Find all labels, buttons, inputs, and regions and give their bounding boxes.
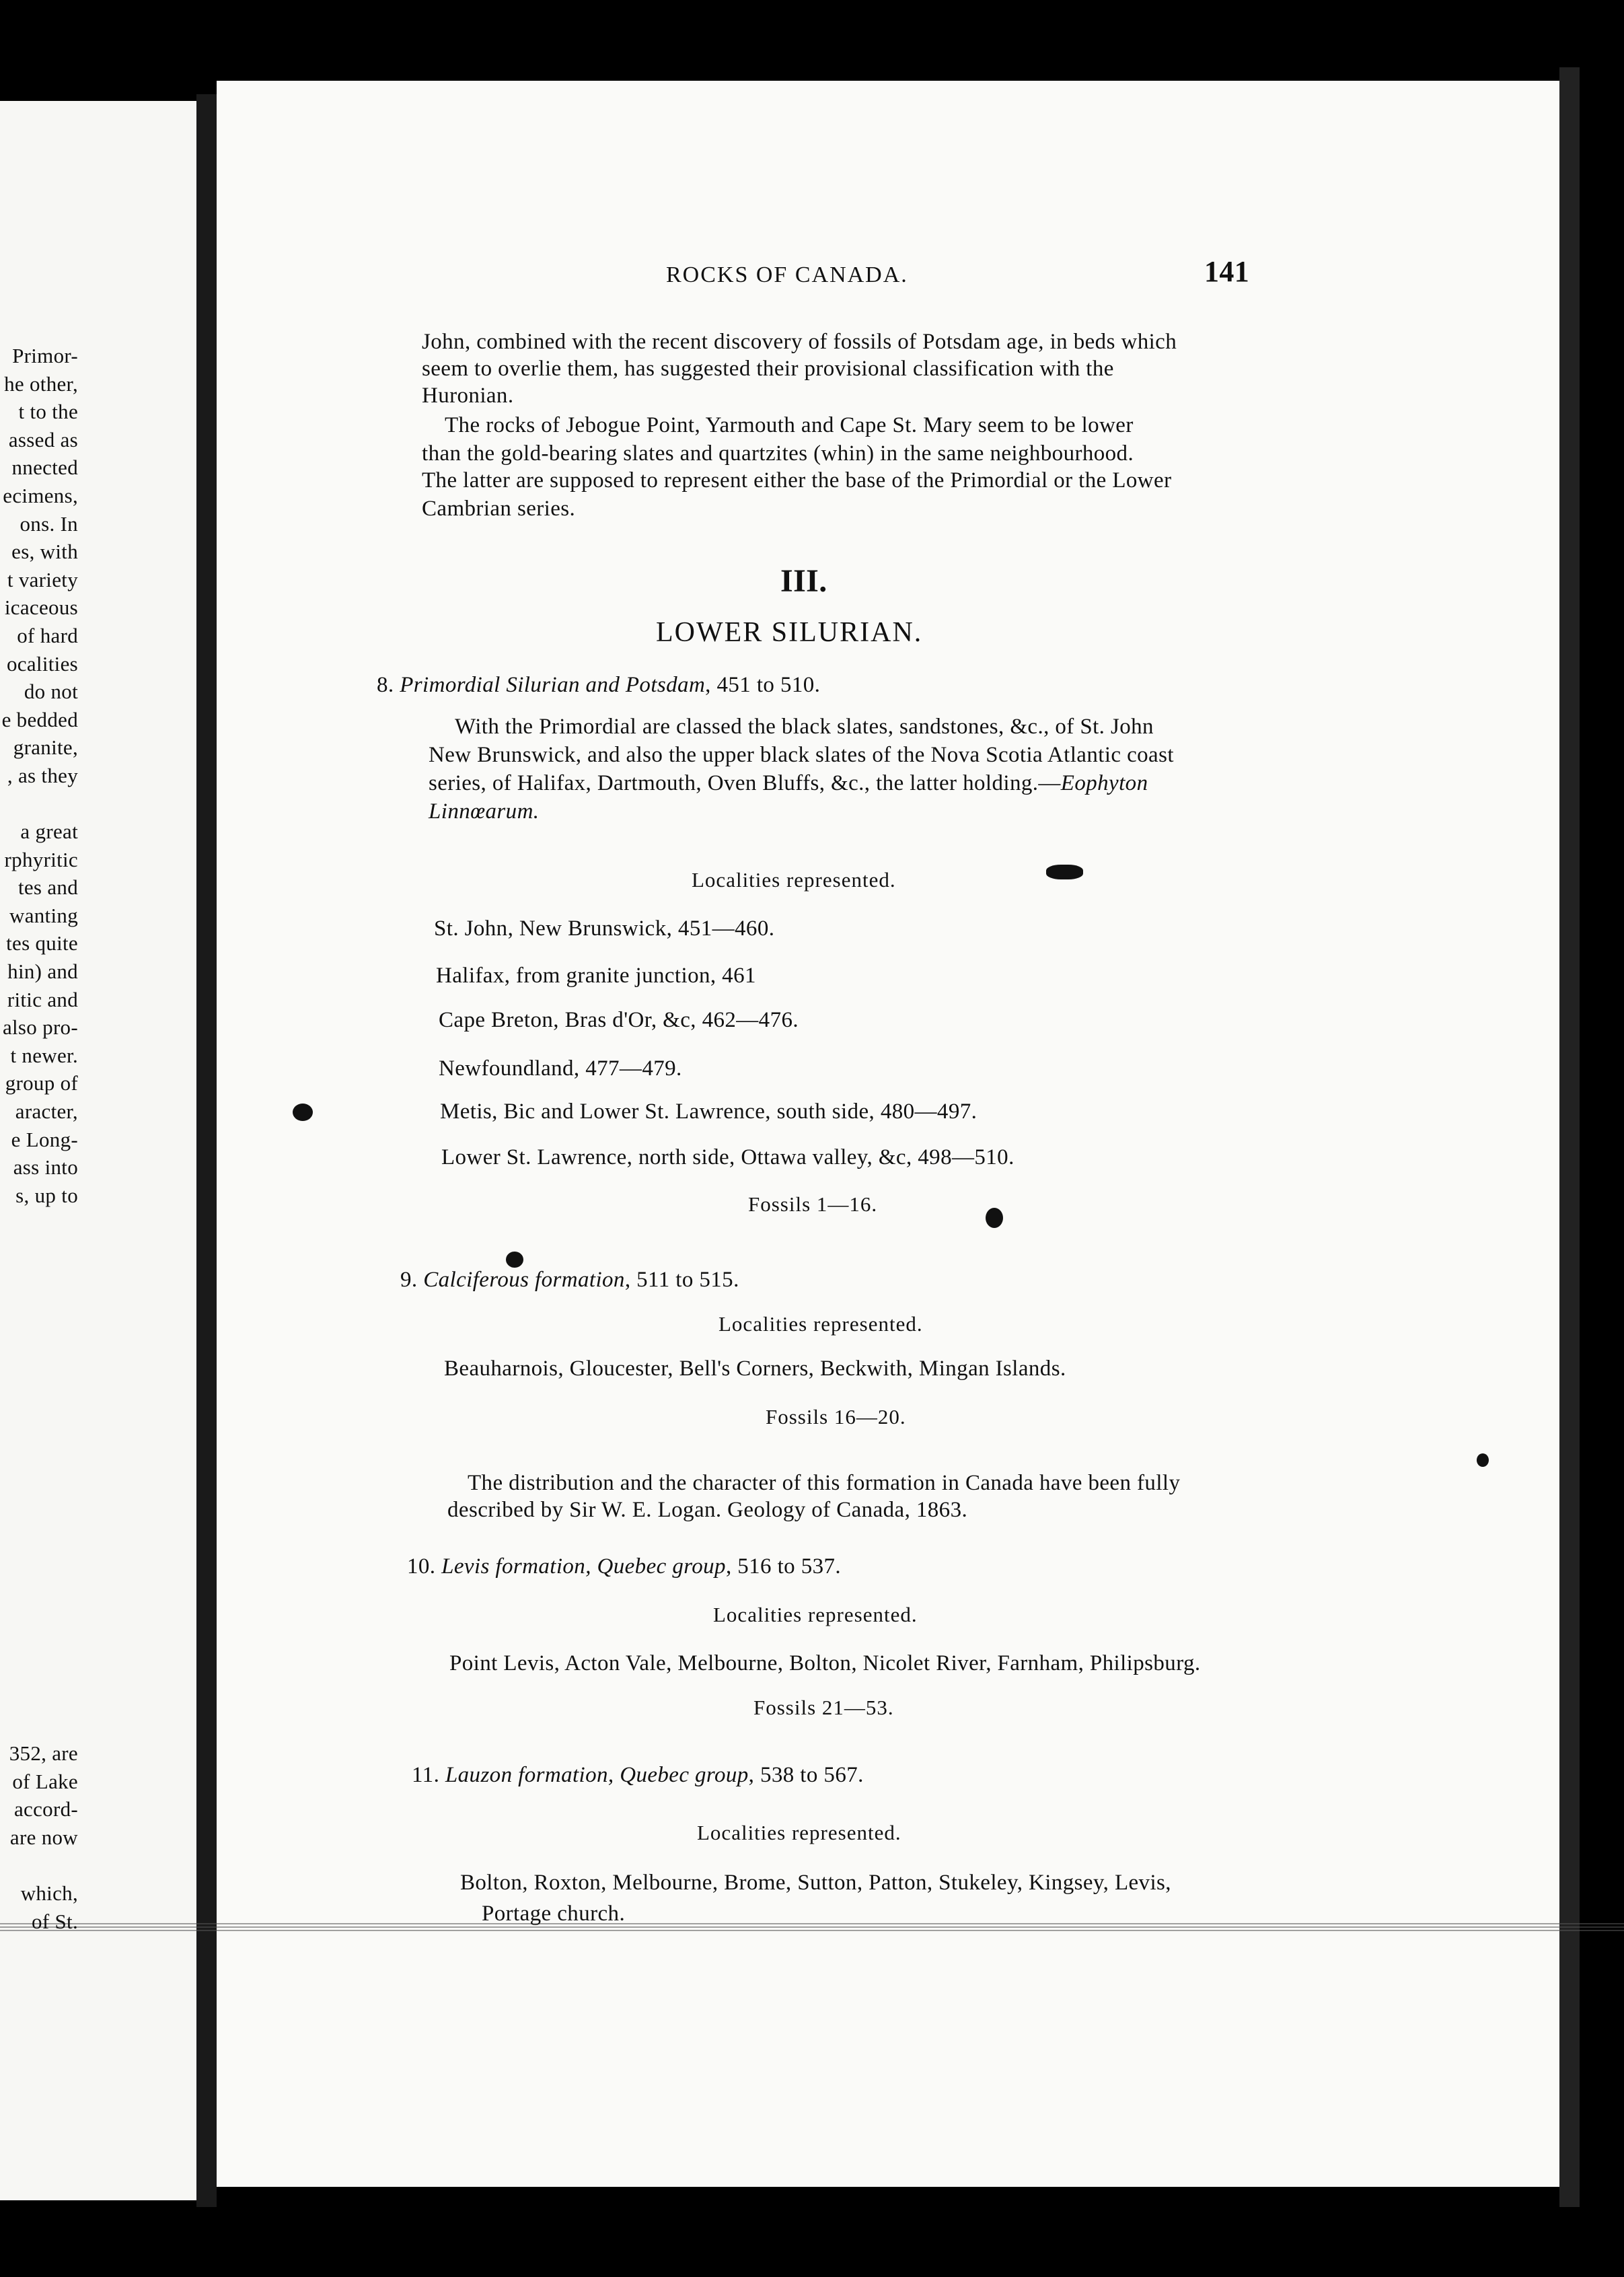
s11-name: Lauzon formation, Quebec group (445, 1763, 749, 1787)
intro-line-1: John, combined with the recent discovery of fossils of Potsdam age, in beds which (422, 330, 1177, 354)
left-page-fragment-line: accord- (13, 1797, 78, 1821)
left-page-fragment-line: ocalities (7, 651, 78, 676)
s8-number: 8. (377, 673, 394, 697)
s8-name: Primordial Silurian and Potsdam (400, 673, 706, 697)
ink-blot (1046, 865, 1083, 879)
left-page-fragment-line: granite, (13, 735, 78, 760)
left-page-fragment-line: t newer. (10, 1043, 78, 1067)
s10-heading (407, 1554, 841, 1579)
left-page-fragment-line: of hard (17, 623, 78, 647)
left-page-fragment-line: 352, are (9, 1741, 78, 1765)
left-page-fragment-line: tes and (17, 875, 78, 900)
left-page-fragment-line: which, (20, 1881, 78, 1905)
ink-blot (293, 1104, 313, 1121)
s8-locality-3: Cape Breton, Bras d'Or, &c, 462—476. (439, 1008, 799, 1032)
s8-para-line-1: With the Primordial are classed the black slates, sandstones, &c., of St. John (455, 715, 1154, 739)
left-page-fragments-bottom (9, 1739, 78, 1935)
s11-range: , 538 to 567. (748, 1763, 864, 1787)
left-page-fragment-line: e bedded (1, 707, 78, 731)
left-page-fragment-line: rphyritic (4, 847, 78, 871)
ink-blot (1477, 1453, 1489, 1467)
s9-number: 9. (400, 1268, 418, 1292)
page-gutter (196, 94, 217, 2207)
left-page-fragment-line: a great (20, 820, 78, 844)
s10-range: , 516 to 537. (725, 1554, 842, 1579)
left-page-fragment-line: he other, (4, 371, 78, 396)
left-page-fragment-line: tes quite (6, 931, 78, 955)
left-page-fragment-line: ass into (13, 1155, 78, 1180)
s8-para-line-2: New Brunswick, and also the upper black slates of the Nova Scotia Atlantic coast (429, 743, 1174, 767)
left-page-fragment-line: aracter, (15, 1099, 78, 1124)
left-page-fragment-line: hin) and (7, 960, 78, 984)
left-page-fragment-line: , as they (7, 763, 78, 787)
s10-name: Levis formation, Quebec group (441, 1554, 726, 1579)
s9-para-line-2: described by Sir W. E. Logan. Geology of Canada, 1863. (447, 1498, 968, 1522)
left-page-fragment-line: assed as (8, 427, 78, 451)
left-page-fragment-line: wanting (9, 903, 78, 927)
intro-line-7: Cambrian series. (422, 497, 576, 521)
s9-localities-heading: Localities represented. (718, 1312, 923, 1336)
s8-para-line-3-text: series, of Halifax, Dartmouth, Oven Bluffs, &c., the latter holding.— (429, 771, 1061, 795)
left-page-fragment-line: s, up to (15, 1183, 78, 1207)
s10-number: 10. (407, 1554, 436, 1579)
s9-name: Calciferous formation (423, 1268, 625, 1292)
left-page-fragment-line: t to the (18, 400, 78, 424)
s11-heading (412, 1763, 864, 1788)
s8-fossils: Fossils 1—16. (748, 1192, 878, 1216)
s8-para-italic: Eophyton (1060, 771, 1148, 795)
intro-line-6: The latter are supposed to represent either the base of the Primordial or the Lower (422, 468, 1172, 493)
s8-locality-4: Newfoundland, 477—479. (439, 1056, 682, 1081)
left-page-fragment-line: of Lake (12, 1769, 78, 1793)
s8-locality-5: Metis, Bic and Lower St. Lawrence, south side, 480—497. (440, 1099, 977, 1124)
section-roman-numeral: III. (780, 563, 827, 599)
ink-blot (986, 1208, 1003, 1228)
s11-localities-line-1: Bolton, Roxton, Melbourne, Brome, Sutton, Patton, Stukeley, Kingsey, Levis, (460, 1871, 1171, 1895)
left-page-fragment-line (9, 1851, 78, 1879)
s11-number: 11. (412, 1763, 440, 1787)
intro-line-5: than the gold-bearing slates and quartzites (whin) in the same neighbourhood. (422, 441, 1134, 466)
ink-blot (506, 1252, 523, 1268)
left-page-fragment-line: t variety (7, 567, 78, 591)
s9-para-line-1: The distribution and the character of this formation in Canada have been fully (468, 1471, 1181, 1495)
left-page-fragment-line: e Long- (11, 1127, 78, 1151)
s11-localities-heading: Localities represented. (697, 1821, 901, 1844)
left-page-fragment-line: nnected (11, 456, 78, 480)
left-page-fragment-line: do not (24, 680, 78, 704)
intro-line-2: seem to overlie them, has suggested their provisional classification with the (422, 357, 1114, 381)
left-page-fragment-line: es, with (11, 540, 78, 564)
s10-localities-heading: Localities represented. (713, 1603, 918, 1626)
s9-range: , 511 to 515. (624, 1268, 739, 1292)
s9-heading (400, 1268, 739, 1293)
left-page-fragment-line: are now (9, 1825, 78, 1849)
page-edge (1559, 67, 1580, 2207)
s10-localities: Point Levis, Acton Vale, Melbourne, Bolton, Nicolet River, Farnham, Philipsburg. (449, 1651, 1201, 1675)
running-title: ROCKS OF CANADA. (666, 262, 908, 287)
left-page-fragment-line: group of (5, 1071, 78, 1095)
s8-para-line-3 (429, 771, 1148, 796)
s8-locality-1: St. John, New Brunswick, 451—460. (434, 916, 775, 941)
s8-localities-heading: Localities represented. (692, 868, 896, 892)
s9-localities: Beauharnois, Gloucester, Bell's Corners, Beckwith, Mingan Islands. (444, 1357, 1066, 1381)
s9-fossils: Fossils 16—20. (766, 1405, 906, 1429)
scan-line-artifact (0, 1923, 1624, 1935)
left-page-fragment-line: also pro- (2, 1015, 78, 1040)
left-page-fragment-line: of St. (32, 1909, 78, 1933)
page-number: 141 (1204, 255, 1250, 288)
s8-locality-6: Lower St. Lawrence, north side, Ottawa valley, &c, 498—510. (441, 1145, 1014, 1169)
s8-range: , 451 to 510. (705, 673, 821, 697)
s8-heading (377, 673, 820, 698)
s8-locality-2: Halifax, from granite junction, 461 (436, 964, 756, 988)
left-page-fragment-line (2, 790, 78, 818)
section-title: LOWER SILURIAN. (656, 617, 923, 648)
s11-localities-line-2: Portage church. (482, 1902, 626, 1926)
left-page-fragments-top (2, 342, 78, 1209)
left-page-fragment-line: ritic and (7, 987, 78, 1011)
intro-line-3: Huronian. (422, 384, 514, 408)
left-page-fragment-line: ons. In (20, 511, 78, 536)
left-page-fragment-line: Primor- (12, 344, 78, 367)
s10-fossils: Fossils 21—53. (753, 1696, 894, 1719)
intro-line-4: The rocks of Jebogue Point, Yarmouth and Cape St. Mary seem to be lower (445, 413, 1134, 437)
s8-para-line-4: Linnœarum. (429, 799, 540, 824)
left-page-fragment-line: icaceous (4, 595, 78, 620)
left-page-fragment-line: ecimens, (3, 483, 78, 507)
